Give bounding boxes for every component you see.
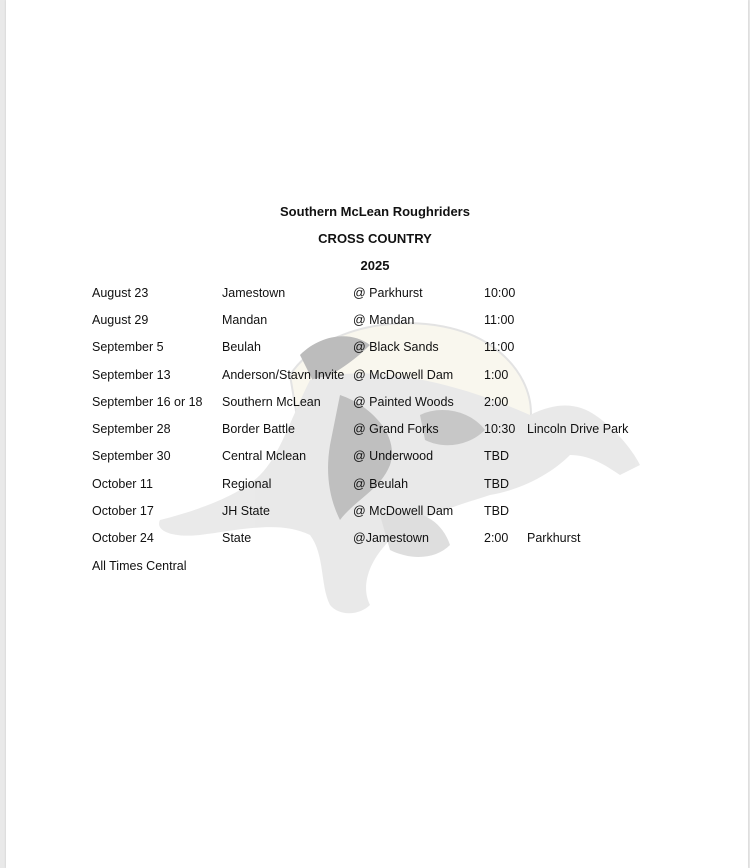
- meet-location: @ Painted Woods: [353, 395, 454, 409]
- meet-time: 2:00: [484, 531, 509, 545]
- meet-venue-note: Lincoln Drive Park: [527, 422, 629, 436]
- meet-name: Regional: [222, 477, 272, 491]
- meet-name: Southern McLean: [222, 395, 321, 409]
- meet-venue-note: Parkhurst: [527, 531, 581, 545]
- meet-location: @ Underwood: [353, 449, 434, 463]
- meet-name: Jamestown: [222, 286, 286, 300]
- meet-date: August 23: [92, 286, 149, 300]
- meet-date: September 5: [92, 340, 164, 354]
- meet-time: TBD: [484, 504, 509, 518]
- meet-date: August 29: [92, 313, 149, 327]
- meet-location: @ Beulah: [353, 477, 409, 491]
- meet-name: Beulah: [222, 340, 261, 354]
- meet-time: 10:30: [484, 422, 516, 436]
- sport-title: CROSS COUNTRY: [318, 231, 432, 246]
- meet-time: 2:00: [484, 395, 509, 409]
- meet-location: @ McDowell Dam: [353, 368, 454, 382]
- meet-date: September 13: [92, 368, 171, 382]
- meet-location: @Jamestown: [353, 531, 429, 545]
- meet-name: Anderson/Stavn Invite: [222, 368, 345, 382]
- meet-time: TBD: [484, 449, 509, 463]
- meet-name: Mandan: [222, 313, 268, 327]
- meet-time: 1:00: [484, 368, 509, 382]
- meet-name: Border Battle: [222, 422, 295, 436]
- meet-time: 11:00: [484, 313, 515, 327]
- meet-name: State: [222, 531, 252, 545]
- meet-location: @ Grand Forks: [353, 422, 439, 436]
- meet-date: September 16 or 18: [92, 395, 203, 409]
- meet-location: @ Black Sands: [353, 340, 439, 354]
- meet-location: @ Mandan: [353, 313, 415, 327]
- time-zone-note: All Times Central: [92, 559, 187, 573]
- meet-date: September 28: [92, 422, 171, 436]
- meet-location: @ Parkhurst: [353, 286, 423, 300]
- meet-time: 11:00: [484, 340, 515, 354]
- meet-date: October 17: [92, 504, 154, 518]
- meet-time: 10:00: [484, 286, 516, 300]
- meet-date: September 30: [92, 449, 171, 463]
- meet-name: JH State: [222, 504, 270, 518]
- meet-time: TBD: [484, 477, 509, 491]
- meet-name: Central Mclean: [222, 449, 307, 463]
- school-title: Southern McLean Roughriders: [280, 204, 470, 219]
- meet-date: October 24: [92, 531, 154, 545]
- meet-location: @ McDowell Dam: [353, 504, 454, 518]
- season-year: 2025: [360, 258, 390, 273]
- meet-date: October 11: [92, 477, 153, 491]
